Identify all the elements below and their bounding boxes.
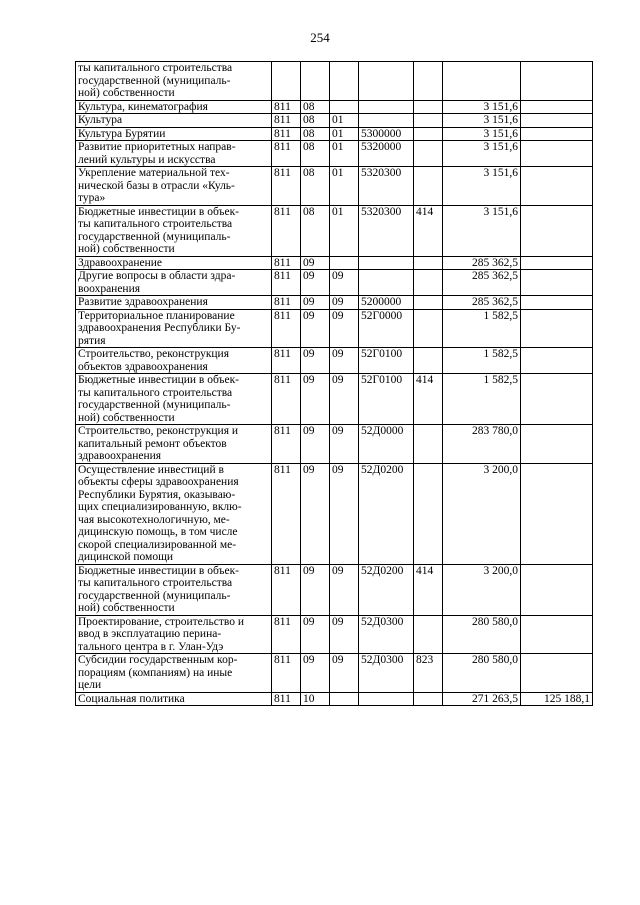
- ministry-code-cell: 811: [272, 296, 301, 310]
- section-code-cell: 09: [301, 256, 330, 270]
- expense-type-cell: [414, 270, 443, 296]
- amount-cell: 3 151,6: [443, 205, 521, 256]
- item-name-cell: [76, 270, 272, 296]
- extra-amount-cell: [521, 256, 593, 270]
- item-name-line: Культура Бурятии: [78, 127, 166, 140]
- expense-type-cell: [414, 348, 443, 374]
- expense-type-cell: [414, 62, 443, 101]
- section-code-cell: 10: [301, 692, 330, 706]
- subsection-code-cell: 09: [330, 425, 359, 464]
- target-article-cell: 52Г0100: [359, 374, 414, 425]
- amount-cell: 1 582,5: [443, 348, 521, 374]
- item-name-line: рятия: [78, 334, 106, 347]
- item-name-cell: [76, 654, 272, 693]
- table-row: [76, 348, 593, 374]
- ministry-code-cell: 811: [272, 141, 301, 167]
- item-name-line: ты капитального строительства: [78, 62, 233, 74]
- section-code-cell: 09: [301, 296, 330, 310]
- table-row: [76, 309, 593, 348]
- table-row: [76, 205, 593, 256]
- item-name-line: Бюджетные инвестиции в объек-: [78, 564, 240, 577]
- section-code-cell: 09: [301, 374, 330, 425]
- item-name-cell: [76, 62, 272, 101]
- amount-cell: 1 582,5: [443, 309, 521, 348]
- target-article-cell: 52Д0300: [359, 615, 414, 654]
- subsection-code-cell: [330, 256, 359, 270]
- extra-amount-cell: 125 188,1: [521, 692, 593, 706]
- page-number: 254: [310, 30, 330, 45]
- item-name-line: Другие вопросы в области здра-: [78, 270, 236, 282]
- amount-cell: 3 151,6: [443, 167, 521, 206]
- target-article-cell: 52Д0200: [359, 463, 414, 564]
- ministry-code-cell: 811: [272, 167, 301, 206]
- item-name-line: тура»: [78, 192, 106, 204]
- item-name-line: ной) собственности: [78, 243, 175, 255]
- extra-amount-cell: [521, 205, 593, 256]
- expense-type-cell: [414, 100, 443, 114]
- subsection-code-cell: [330, 62, 359, 101]
- expense-type-cell: [414, 114, 443, 128]
- item-name-line: ты капитального строительства: [78, 577, 233, 589]
- extra-amount-cell: [521, 270, 593, 296]
- table-row: [76, 654, 593, 693]
- target-article-cell: 52Д0000: [359, 425, 414, 464]
- extra-amount-cell: [521, 348, 593, 374]
- subsection-code-cell: 01: [330, 114, 359, 128]
- expense-type-cell: [414, 615, 443, 654]
- item-name-line: Республики Бурятия, оказываю-: [78, 488, 236, 501]
- amount-cell: 285 362,5: [443, 256, 521, 270]
- item-name-line: государственной (муниципаль-: [78, 230, 231, 243]
- extra-amount-cell: [521, 309, 593, 348]
- subsection-code-cell: [330, 692, 359, 706]
- item-name-line: чая высокотехнологичную, ме-: [78, 513, 230, 526]
- ministry-code-cell: 811: [272, 564, 301, 615]
- amount-cell: 1 582,5: [443, 374, 521, 425]
- target-article-cell: 52Г0100: [359, 348, 414, 374]
- expense-type-cell: [414, 296, 443, 310]
- ministry-code-cell: 811: [272, 205, 301, 256]
- section-code-cell: [301, 62, 330, 101]
- subsection-code-cell: 09: [330, 270, 359, 296]
- subsection-code-cell: 09: [330, 309, 359, 348]
- item-name-line: Строительство, реконструкция и: [78, 425, 239, 437]
- item-name-line: щих специализированную, вклю-: [78, 501, 242, 513]
- item-name-line: ты капитального строительства: [78, 218, 233, 230]
- amount-cell: 285 362,5: [443, 270, 521, 296]
- amount-cell: 280 580,0: [443, 615, 521, 654]
- expense-type-cell: [414, 463, 443, 564]
- amount-cell: 3 200,0: [443, 564, 521, 615]
- item-name-line: капитальный ремонт объектов: [78, 437, 227, 450]
- item-name-line: объектов здравоохранения: [78, 360, 208, 373]
- item-name-cell: [76, 374, 272, 425]
- extra-amount-cell: [521, 425, 593, 464]
- amount-cell: 280 580,0: [443, 654, 521, 693]
- expense-type-cell: [414, 425, 443, 464]
- item-name-cell: [76, 114, 272, 128]
- ministry-code-cell: 811: [272, 114, 301, 128]
- item-name-line: Укрепление материальной тех-: [78, 167, 230, 179]
- target-article-cell: 5320300: [359, 167, 414, 206]
- item-name-line: государственной (муниципаль-: [78, 589, 231, 602]
- extra-amount-cell: [521, 127, 593, 141]
- subsection-code-cell: 09: [330, 463, 359, 564]
- item-name-line: ной) собственности: [78, 602, 175, 614]
- expense-type-cell: 414: [414, 374, 443, 425]
- item-name-line: Культура: [78, 114, 123, 126]
- extra-amount-cell: [521, 167, 593, 206]
- target-article-cell: 52Г0000: [359, 309, 414, 348]
- item-name-line: государственной (муниципаль-: [78, 399, 231, 411]
- subsection-code-cell: 09: [330, 615, 359, 654]
- section-code-cell: 08: [301, 167, 330, 206]
- expense-type-cell: [414, 309, 443, 348]
- item-name-cell: [76, 348, 272, 374]
- item-name-cell: [76, 256, 272, 270]
- expense-type-cell: 414: [414, 205, 443, 256]
- ministry-code-cell: 811: [272, 270, 301, 296]
- table-row: [76, 425, 593, 464]
- item-name-cell: [76, 205, 272, 256]
- target-article-cell: [359, 114, 414, 128]
- expense-type-cell: [414, 692, 443, 706]
- item-name-line: Субсидии государственным кор-: [78, 654, 238, 666]
- extra-amount-cell: [521, 654, 593, 693]
- table-row: [76, 141, 593, 167]
- ministry-code-cell: 811: [272, 654, 301, 693]
- expense-type-cell: [414, 141, 443, 167]
- section-code-cell: 09: [301, 564, 330, 615]
- ministry-code-cell: [272, 62, 301, 101]
- ministry-code-cell: 811: [272, 348, 301, 374]
- item-name-line: ты капитального строительства: [78, 386, 233, 399]
- item-name-cell: [76, 463, 272, 564]
- section-code-cell: 08: [301, 114, 330, 128]
- extra-amount-cell: [521, 62, 593, 101]
- item-name-cell: [76, 141, 272, 167]
- item-name-line: объекты сферы здравоохранения: [78, 476, 239, 488]
- item-name-cell: [76, 100, 272, 114]
- subsection-code-cell: 09: [330, 564, 359, 615]
- extra-amount-cell: [521, 374, 593, 425]
- section-code-cell: 08: [301, 127, 330, 141]
- target-article-cell: 52Д0200: [359, 564, 414, 615]
- table-row: [76, 114, 593, 128]
- item-name-cell: [76, 127, 272, 141]
- subsection-code-cell: [330, 100, 359, 114]
- target-article-cell: [359, 256, 414, 270]
- table-row: [76, 296, 593, 310]
- item-name-line: цели: [78, 679, 102, 691]
- item-name-line: лений культуры и искусства: [78, 153, 216, 166]
- amount-cell: 3 151,6: [443, 127, 521, 141]
- item-name-line: Развитие приоритетных направ-: [78, 141, 236, 153]
- target-article-cell: 5300000: [359, 127, 414, 141]
- section-code-cell: 09: [301, 463, 330, 564]
- amount-cell: 283 780,0: [443, 425, 521, 464]
- ministry-code-cell: 811: [272, 463, 301, 564]
- section-code-cell: 08: [301, 100, 330, 114]
- item-name-line: порациям (компаниям) на иные: [78, 666, 233, 679]
- target-article-cell: [359, 62, 414, 101]
- item-name-cell: [76, 309, 272, 348]
- target-article-cell: 5320000: [359, 141, 414, 167]
- subsection-code-cell: 01: [330, 127, 359, 141]
- table-row: [76, 564, 593, 615]
- item-name-line: дицинскую помощь, в том числе: [78, 526, 238, 538]
- amount-cell: 285 362,5: [443, 296, 521, 310]
- item-name-line: ввод в эксплуатацию перина-: [78, 628, 222, 640]
- ministry-code-cell: 811: [272, 309, 301, 348]
- table-row: [76, 127, 593, 141]
- expense-type-cell: [414, 127, 443, 141]
- extra-amount-cell: [521, 100, 593, 114]
- target-article-cell: [359, 270, 414, 296]
- amount-cell: 3 151,6: [443, 114, 521, 128]
- budget-table: [75, 61, 593, 706]
- section-code-cell: 09: [301, 270, 330, 296]
- subsection-code-cell: 09: [330, 654, 359, 693]
- item-name-line: дицинской помощи: [78, 551, 174, 563]
- target-article-cell: 52Д0300: [359, 654, 414, 693]
- section-code-cell: 09: [301, 309, 330, 348]
- item-name-line: нической базы в отрасли «Куль-: [78, 179, 235, 192]
- amount-cell: 3 200,0: [443, 463, 521, 564]
- extra-amount-cell: [521, 615, 593, 654]
- item-name-line: здравоохранения: [78, 450, 162, 462]
- ministry-code-cell: 811: [272, 100, 301, 114]
- item-name-line: Социальная политика: [78, 692, 185, 705]
- item-name-line: ной) собственности: [78, 411, 175, 424]
- amount-cell: 3 151,6: [443, 100, 521, 114]
- item-name-line: воохранения: [78, 282, 141, 295]
- item-name-line: здравоохранения Республики Бу-: [78, 322, 241, 334]
- section-code-cell: 09: [301, 615, 330, 654]
- section-code-cell: 08: [301, 141, 330, 167]
- table-row: [76, 692, 593, 706]
- section-code-cell: 09: [301, 654, 330, 693]
- extra-amount-cell: [521, 564, 593, 615]
- ministry-code-cell: 811: [272, 425, 301, 464]
- item-name-line: Бюджетные инвестиции в объек-: [78, 374, 240, 386]
- table-row: [76, 463, 593, 564]
- ministry-code-cell: 811: [272, 127, 301, 141]
- item-name-line: Проектирование, строительство и: [78, 615, 245, 628]
- table-row: [76, 167, 593, 206]
- target-article-cell: 5200000: [359, 296, 414, 310]
- item-name-line: скорой специализированной ме-: [78, 538, 237, 551]
- amount-cell: 3 151,6: [443, 141, 521, 167]
- item-name-line: Строительство, реконструкция: [78, 348, 229, 360]
- extra-amount-cell: [521, 141, 593, 167]
- item-name-cell: [76, 564, 272, 615]
- item-name-cell: [76, 692, 272, 706]
- extra-amount-cell: [521, 114, 593, 128]
- item-name-cell: [76, 615, 272, 654]
- item-name-cell: [76, 296, 272, 310]
- subsection-code-cell: 01: [330, 205, 359, 256]
- item-name-line: тального центра в г. Улан-Удэ: [78, 640, 224, 653]
- item-name-cell: [76, 167, 272, 206]
- expense-type-cell: 414: [414, 564, 443, 615]
- item-name-line: Бюджетные инвестиции в объек-: [78, 205, 240, 218]
- amount-cell: [443, 62, 521, 101]
- item-name-line: Развитие здравоохранения: [78, 296, 208, 308]
- ministry-code-cell: 811: [272, 692, 301, 706]
- table-row: [76, 100, 593, 114]
- expense-type-cell: 823: [414, 654, 443, 693]
- item-name-line: Территориальное планирование: [78, 309, 235, 322]
- item-name-line: Культура, кинематография: [78, 100, 208, 113]
- ministry-code-cell: 811: [272, 256, 301, 270]
- item-name-cell: [76, 425, 272, 464]
- section-code-cell: 09: [301, 348, 330, 374]
- amount-cell: 271 263,5: [443, 692, 521, 706]
- table-row: [76, 615, 593, 654]
- target-article-cell: [359, 692, 414, 706]
- subsection-code-cell: 09: [330, 296, 359, 310]
- item-name-line: Осуществление инвестиций в: [78, 463, 224, 476]
- table-row: [76, 374, 593, 425]
- section-code-cell: 08: [301, 205, 330, 256]
- expense-type-cell: [414, 167, 443, 206]
- subsection-code-cell: 01: [330, 167, 359, 206]
- table-row: [76, 62, 593, 101]
- extra-amount-cell: [521, 463, 593, 564]
- extra-amount-cell: [521, 296, 593, 310]
- ministry-code-cell: 811: [272, 374, 301, 425]
- subsection-code-cell: 09: [330, 348, 359, 374]
- item-name-line: ной) собственности: [78, 87, 175, 99]
- ministry-code-cell: 811: [272, 615, 301, 654]
- subsection-code-cell: 09: [330, 374, 359, 425]
- target-article-cell: 5320300: [359, 205, 414, 256]
- table-row: [76, 270, 593, 296]
- section-code-cell: 09: [301, 425, 330, 464]
- subsection-code-cell: 01: [330, 141, 359, 167]
- target-article-cell: [359, 100, 414, 114]
- table-row: [76, 256, 593, 270]
- item-name-line: государственной (муниципаль-: [78, 74, 231, 87]
- expense-type-cell: [414, 256, 443, 270]
- item-name-line: Здравоохранение: [78, 256, 163, 269]
